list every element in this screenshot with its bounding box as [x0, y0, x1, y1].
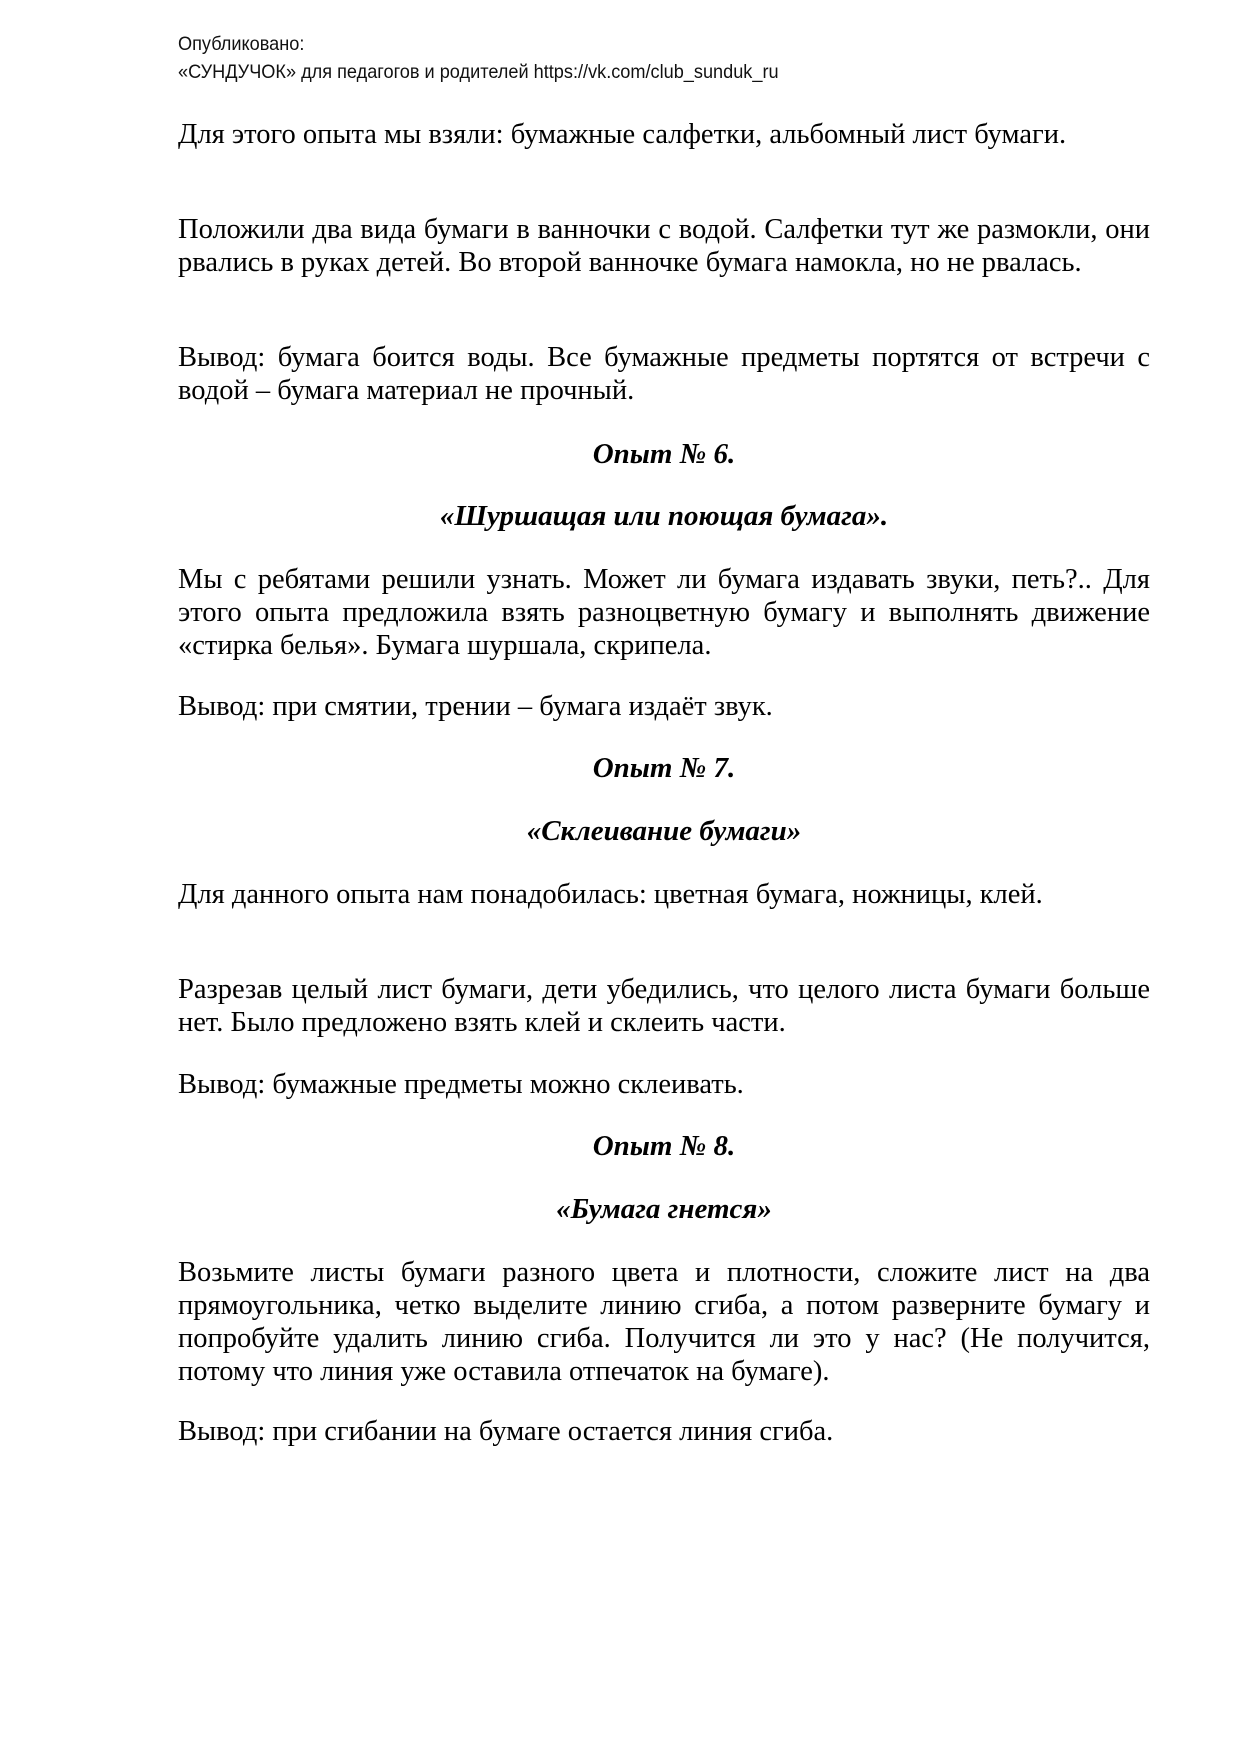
- experiment-8-title: «Бумага гнется»: [556, 1193, 772, 1225]
- publication-header: [178, 30, 779, 86]
- experiment-6-number: Опыт № 6.: [592, 438, 736, 470]
- experiment-7-procedure: Разрезав целый лист бумаги, дети убедились, что целого листа бумаги больше нет. Было предложено взять клей и склеить части.: [178, 974, 1150, 1038]
- publisher-source: «СУНДУЧОК» для педагогов и родителей https://vk.com/club_sunduk_ru: [178, 61, 779, 83]
- intro-procedure-paragraph: Положили два вида бумаги в ванночки с водой. Салфетки тут же размокли, они рвались в руках детей. Во второй ванночке бумага намокла, но не рвалась.: [178, 214, 1150, 278]
- intro-conclusion-paragraph: Вывод: бумага боится воды. Все бумажные предметы портятся от встречи с водой – бумага материал не прочный.: [178, 342, 1150, 406]
- experiment-8-procedure: Возьмите листы бумаги разного цвета и плотности, сложите лист на два прямоугольника, четко выделите линию сгиба, а потом разверните бумагу и попробуйте удалить линию сгиба. Получится ли это у нас? (Не получится, потому что линия уже оставила отпечаток на бумаге).: [178, 1257, 1150, 1387]
- experiment-7-conclusion: Вывод: бумажные предметы можно склеивать.: [178, 1069, 744, 1100]
- experiment-8-conclusion: Вывод: при сгибании на бумаге остается линия сгиба.: [178, 1416, 834, 1447]
- intro-materials-paragraph: Для этого опыта мы взяли: бумажные салфетки, альбомный лист бумаги.: [178, 119, 1067, 150]
- experiment-7-number: Опыт № 7.: [592, 752, 736, 784]
- experiment-7-title: «Склеивание бумаги»: [526, 815, 802, 847]
- published-label: Опубликовано:: [178, 33, 305, 55]
- experiment-6-description: Мы с ребятами решили узнать. Может ли бумага издавать звуки, петь?.. Для этого опыта предложила взять разноцветную бумагу и выполнять движение «стирка белья». Бумага шуршала, скрипела.: [178, 564, 1150, 661]
- experiment-6-title: «Шуршащая или поющая бумага».: [439, 500, 889, 532]
- experiment-6-conclusion: Вывод: при смятии, трении – бумага издаёт звук.: [178, 691, 773, 722]
- experiment-8-number: Опыт № 8.: [592, 1130, 736, 1162]
- experiment-7-materials: Для данного опыта нам понадобилась: цветная бумага, ножницы, клей.: [178, 879, 1043, 910]
